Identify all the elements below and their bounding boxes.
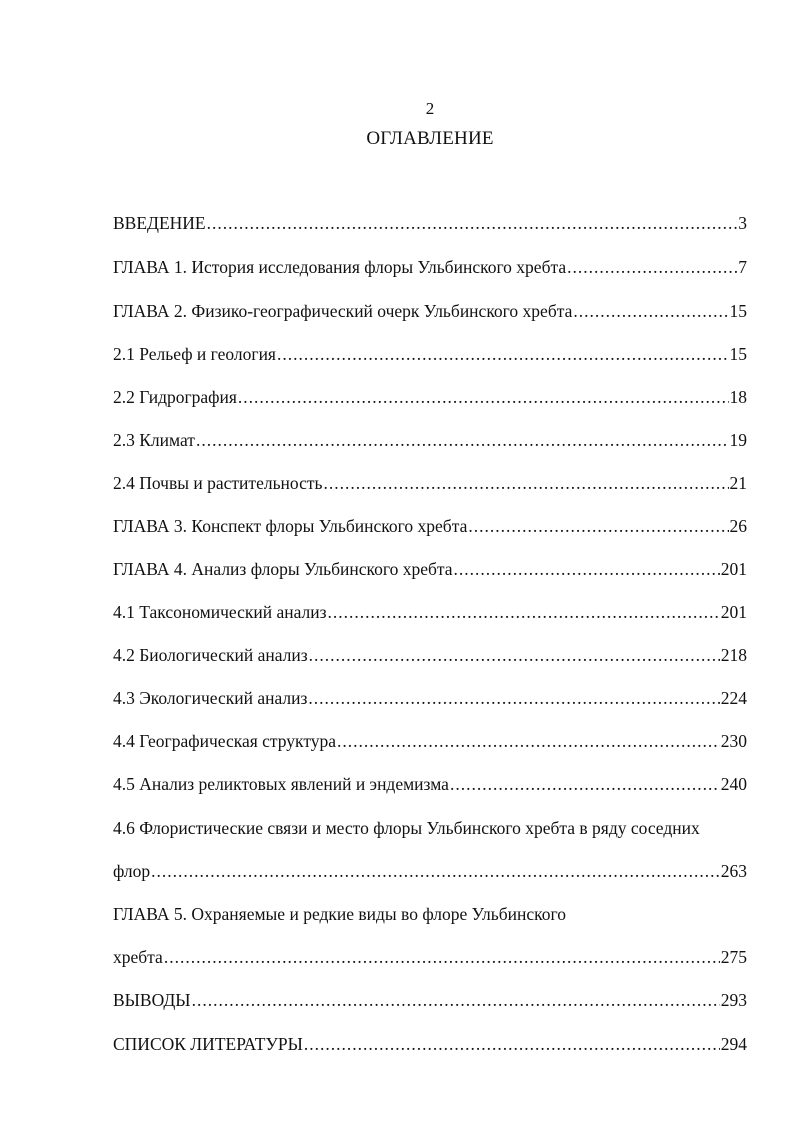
toc-entry [113, 818, 747, 839]
toc-entry [113, 516, 747, 537]
leader-dots [151, 861, 720, 882]
leader-dots [309, 645, 720, 666]
toc-entry-label: 4.4 Географическая структура [113, 731, 337, 751]
toc-entry [113, 861, 747, 882]
leader-dots [468, 516, 728, 537]
toc-entry-label: 2.4 Почвы и растительность [113, 473, 323, 493]
toc-entry-page: 218 [720, 645, 747, 665]
toc-entry-page: 201 [720, 602, 747, 622]
toc-entry-page: 294 [720, 1034, 747, 1054]
toc-entry-page: 15 [729, 301, 747, 321]
toc-entry-page: 275 [720, 947, 747, 967]
toc-entry [113, 473, 747, 494]
toc-entry [113, 990, 747, 1011]
toc-entry-label: 4.5 Анализ реликтовых явлений и эндемизма [113, 774, 449, 794]
toc-entry-page: 201 [720, 559, 747, 579]
leader-dots [567, 257, 737, 278]
leader-dots [573, 301, 728, 322]
toc-entry [113, 645, 747, 666]
toc-entry [113, 430, 747, 451]
toc-entry-label: 4.3 Экологический анализ [113, 688, 308, 708]
leader-dots [454, 559, 720, 580]
leader-dots [308, 688, 719, 709]
leader-dots [192, 990, 720, 1011]
toc-entry-label: 2.1 Рельеф и геология [113, 344, 276, 364]
leader-dots [207, 213, 738, 234]
toc-entry [113, 559, 747, 580]
toc-entry-label: хребта [113, 947, 163, 967]
leader-dots [337, 731, 720, 752]
leader-dots [164, 947, 720, 968]
toc-entry-label: ГЛАВА 4. Анализ флоры Ульбинского хребта [113, 559, 453, 579]
toc-entry [113, 344, 747, 365]
toc-entry-page: 15 [729, 344, 747, 364]
toc-entry-label: СПИСОК ЛИТЕРАТУРЫ [113, 1034, 303, 1054]
toc-entry-page: 224 [720, 688, 747, 708]
toc-entry [113, 602, 747, 623]
toc-entry [113, 731, 747, 752]
leader-dots [196, 430, 729, 451]
toc-entry-label: 4.6 Флористические связи и место флоры Ульбинского хребта в ряду соседних [113, 818, 700, 838]
toc-entry [113, 774, 747, 795]
toc-entry-page: 230 [720, 731, 747, 751]
toc-entry [113, 387, 747, 408]
toc-entry-page: 7 [738, 257, 747, 277]
toc-entry [113, 257, 747, 278]
leader-dots [328, 602, 720, 623]
toc-entry-label: 4.1 Таксономический анализ [113, 602, 327, 622]
leader-dots [238, 387, 729, 408]
toc-entry-label: флор [113, 861, 151, 881]
toc-entry-label: ГЛАВА 1. История исследования флоры Ульбинского хребта [113, 257, 567, 277]
leader-dots [277, 344, 729, 365]
toc-entry-page: 263 [720, 861, 747, 881]
toc-entry-label: ВВЕДЕНИЕ [113, 213, 206, 233]
toc-entry [113, 947, 747, 968]
toc-entry-label: 2.2 Гидрография [113, 387, 237, 407]
toc-entry-page: 26 [729, 516, 747, 536]
toc-entry [113, 1034, 747, 1055]
toc-entry-page: 240 [720, 774, 747, 794]
toc-entry-label: ВЫВОДЫ [113, 990, 191, 1010]
toc-entry-page: 19 [729, 430, 747, 450]
toc-entry-page: 293 [720, 990, 747, 1010]
toc-entry-label: ГЛАВА 5. Охраняемые и редкие виды во флоре Ульбинского [113, 904, 566, 924]
toc-entry-label: 2.3 Климат [113, 430, 195, 450]
toc-entry [113, 688, 747, 709]
toc-heading: ОГЛАВЛЕНИЕ [366, 128, 494, 149]
leader-dots [324, 473, 729, 494]
toc-entry [113, 904, 747, 925]
page-number: 2 [425, 99, 435, 118]
toc-entry-label: ГЛАВА 3. Конспект флоры Ульбинского хребта [113, 516, 468, 536]
toc-entry [113, 301, 747, 322]
toc-entry-page: 21 [729, 473, 747, 493]
leader-dots [304, 1034, 720, 1055]
toc-entry-page: 18 [729, 387, 747, 407]
toc-entry-label: ГЛАВА 2. Физико-географический очерк Ульбинского хребта [113, 301, 573, 321]
toc-entry [113, 213, 747, 234]
toc-entry-label: 4.2 Биологический анализ [113, 645, 308, 665]
toc-entry-page: 3 [738, 213, 747, 233]
leader-dots [450, 774, 720, 795]
